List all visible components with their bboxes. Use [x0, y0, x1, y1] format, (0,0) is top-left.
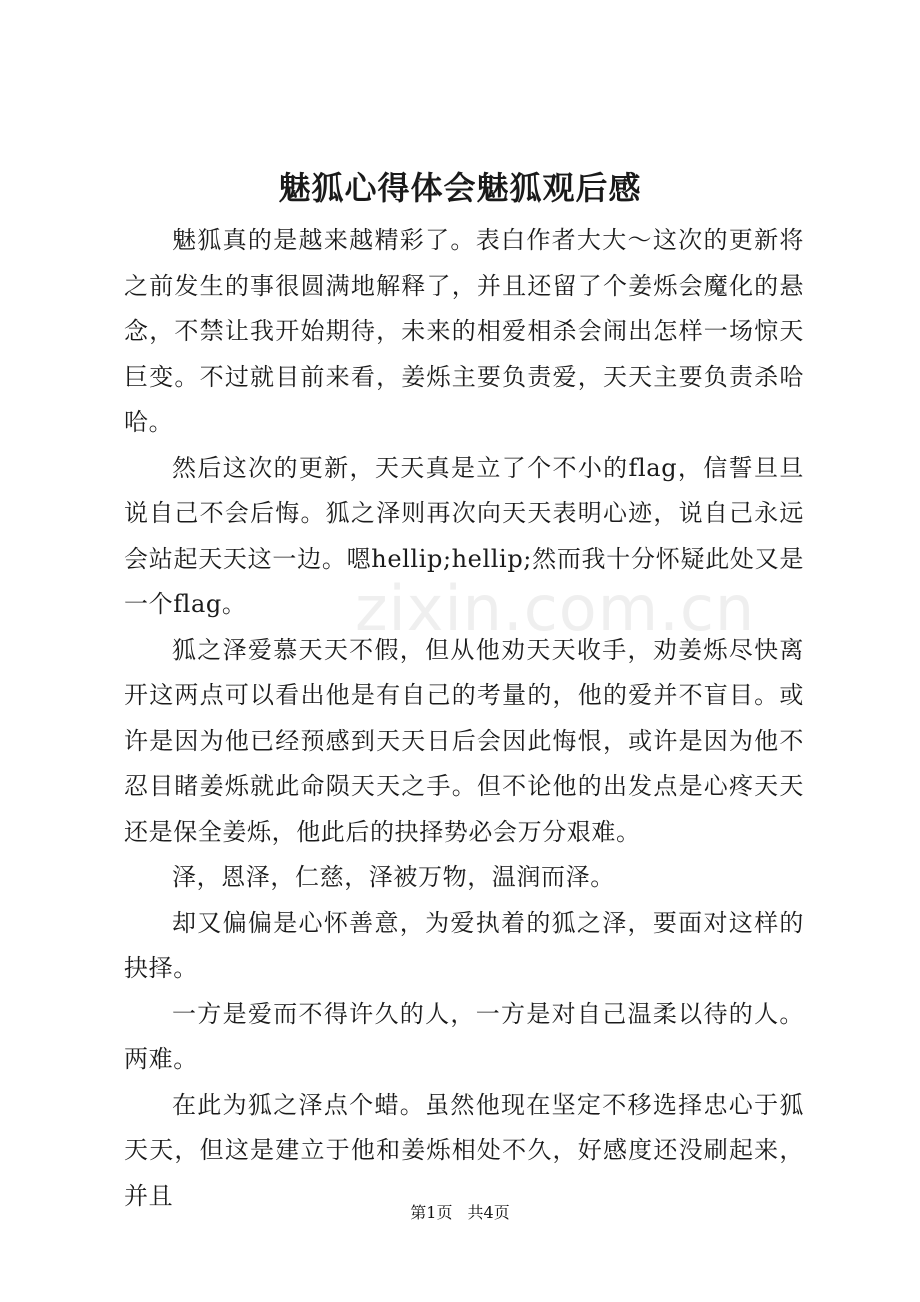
- paragraph-4: 泽，恩泽，仁慈，泽被万物，温润而泽。: [172, 863, 615, 891]
- page-number: 第1页: [410, 1203, 453, 1222]
- paragraph-7: 在此为狐之泽点个蜡。虽然他现在坚定不移选择忠心于狐天天，但这是建立于他和姜烁相处不久，好感度还没刷起来，并且: [124, 1090, 804, 1210]
- paragraph-3: 狐之泽爱慕天天不假，但从他劝天天收手，劝姜烁尽快离开这两点可以看出他是有自己的考量的，他的爱并不盲目。或许是因为他已经预感到天天日后会因此悔恨，或许是因为他不忍目睹姜烁就此命陨天天之手。但不论他的出发点是心疼天天还是保全姜烁，他此后的抉择势必会万分艰难。: [124, 635, 804, 846]
- document-body: [124, 218, 804, 1219]
- watermark: zixin.com.cn: [355, 572, 756, 645]
- paragraph-5: 却又偏偏是心怀善意，为爱执着的狐之泽，要面对这样的抉择。: [124, 908, 804, 982]
- paragraph-6: 一方是爱而不得许久的人，一方是对自己温柔以待的人。两难。: [124, 999, 804, 1073]
- paragraph-2: 然后这次的更新，天天真是立了个不小的flag，信誓旦旦说自己不会后悔。狐之泽则再次向天天表明心迹，说自己永远会站起天天这一边。嗯hellip;hellip;然而我十分怀疑此处又是一个flag。: [124, 453, 804, 618]
- page-footer: [0, 1200, 920, 1223]
- page-total: 共4页: [467, 1203, 510, 1222]
- paragraph-1: 魅狐真的是越来越精彩了。表白作者大大～这次的更新将之前发生的事很圆满地解释了，并且还留了个姜烁会魔化的悬念，不禁让我开始期待，未来的相爱相杀会闹出怎样一场惊天巨变。不过就目前来看，姜烁主要负责爱，天天主要负责杀哈哈。: [124, 226, 804, 436]
- document-title: 魅狐心得体会魅狐观后感: [278, 169, 642, 207]
